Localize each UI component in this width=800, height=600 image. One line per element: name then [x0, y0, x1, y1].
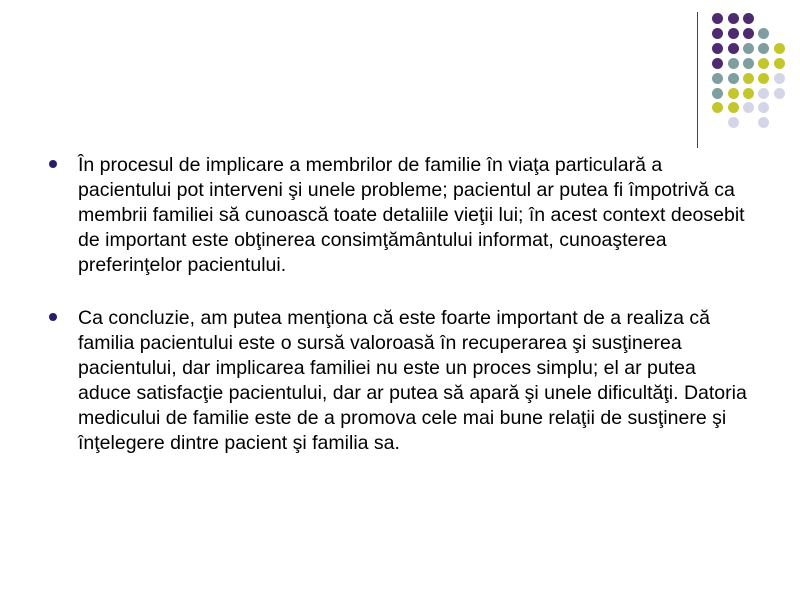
vertical-divider: [697, 12, 698, 148]
bullet-item-1: [48, 153, 748, 278]
bullet-text-1: În procesul de implicare a membrilor de familie în viaţa particulară a pacientului pot interveni şi unele probleme; pacientul ar putea fi împotrivă ca membrii familiei să cunoască toate detaliile vieţii lui; în acest context deosebit de important este obţinerea consimţământului informat, cunoaşterea preferinţelor pacientului.: [78, 154, 745, 276]
decorative-dot: [712, 43, 723, 54]
decorative-dot: [743, 73, 754, 84]
bullet-list: [48, 153, 748, 456]
decorative-dot: [728, 43, 739, 54]
decorative-dot: [758, 28, 769, 39]
decorative-dot: [728, 73, 739, 84]
decorative-dot: [728, 13, 739, 24]
decorative-dot: [774, 43, 785, 54]
bullet-icon: [49, 313, 57, 321]
decorative-dot: [712, 58, 723, 69]
bullet-text-2: Ca concluzie, am putea menţiona că este foarte important de a realiza că familia pacientului este o sursă valoroasă în recuperarea şi susţinerea pacientului, dar implicarea familiei nu este un proces simplu; el ar putea aduce satisfacţie pacientului, dar ar putea să apară şi unele dificultăţi. Datoria medicului de familie este de a promova cele mai bune relaţii de susţinere şi înţelegere dintre pacient şi familia sa.: [78, 307, 747, 454]
decorative-dot: [743, 28, 754, 39]
decorative-dot: [758, 117, 769, 128]
decorative-dot: [728, 102, 739, 113]
decorative-dot: [712, 28, 723, 39]
decorative-dot: [758, 58, 769, 69]
decorative-dot: [774, 88, 785, 99]
decorative-dot: [743, 88, 754, 99]
decorative-dot: [758, 102, 769, 113]
decorative-dot: [712, 102, 723, 113]
decorative-dot: [728, 88, 739, 99]
decorative-dot: [743, 13, 754, 24]
decorative-dot: [712, 88, 723, 99]
decorative-dot: [743, 58, 754, 69]
bullet-item-2: [48, 306, 748, 456]
bullet-icon: [49, 160, 57, 168]
decorative-dot: [712, 73, 723, 84]
decorative-dot: [758, 88, 769, 99]
decorative-dot-grid: [0, 0, 800, 150]
decorative-dot: [758, 43, 769, 54]
decorative-dot: [743, 102, 754, 113]
decorative-dot: [712, 13, 723, 24]
decorative-dot: [728, 28, 739, 39]
decorative-dot: [774, 73, 785, 84]
decorative-dot: [758, 73, 769, 84]
decorative-dot: [728, 58, 739, 69]
decorative-dot: [774, 58, 785, 69]
decorative-dot: [743, 43, 754, 54]
decorative-dot: [728, 117, 739, 128]
